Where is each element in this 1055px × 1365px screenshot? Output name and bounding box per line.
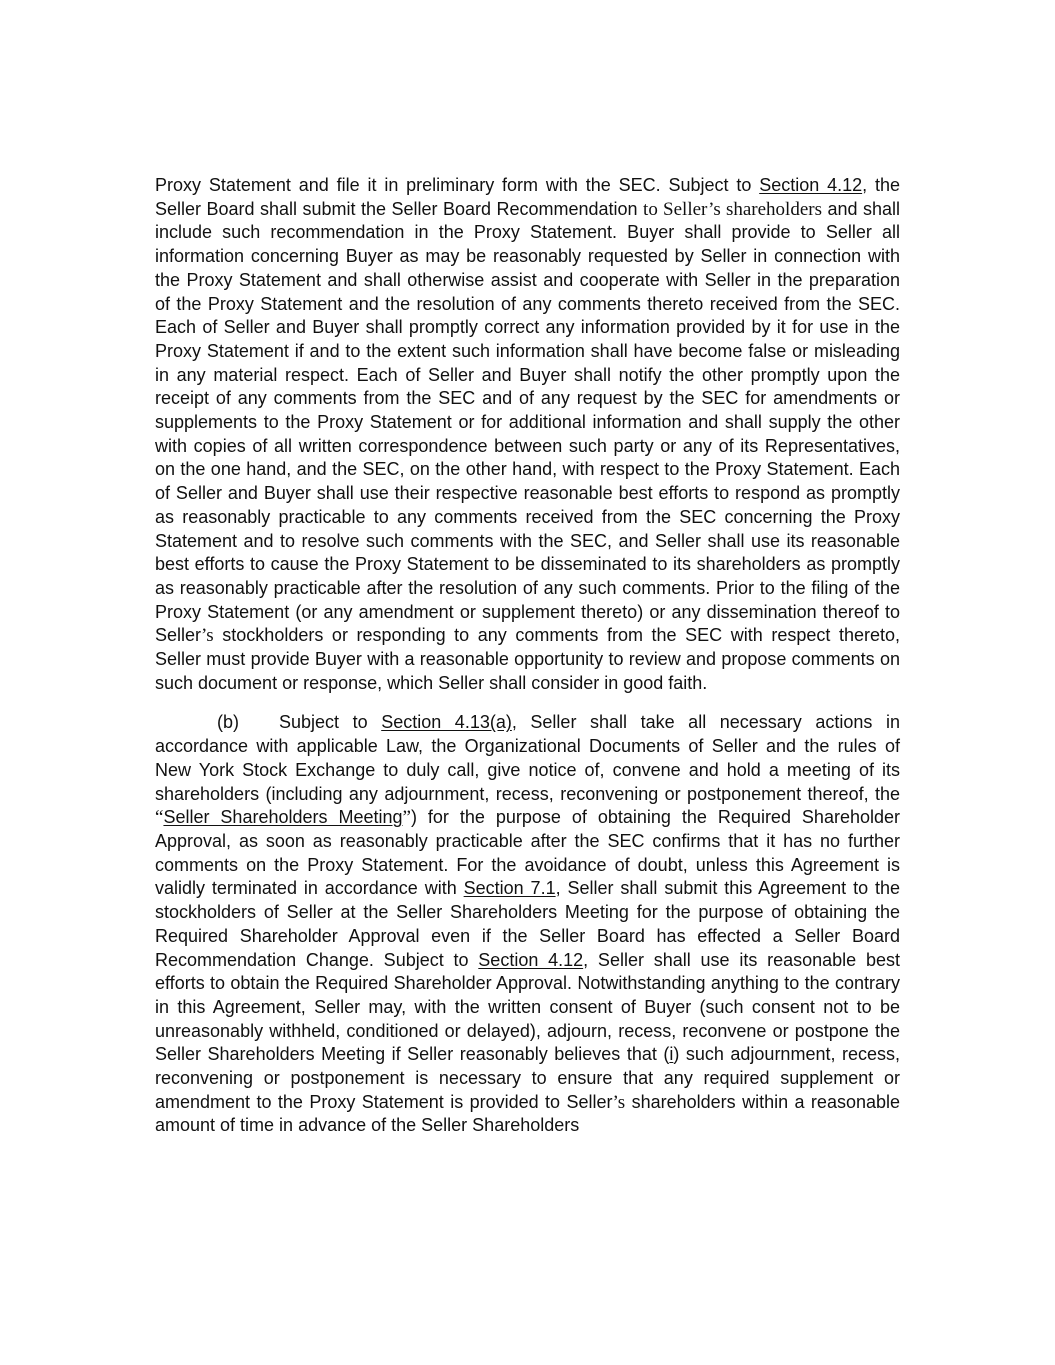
section-reference-link[interactable]: Section 4.12 [478,949,584,970]
text: Proxy Statement and file it in preliminary form with the SEC. Subject to [155,175,760,195]
item-marker: i [669,1044,674,1065]
paragraph-a [155,174,900,695]
defined-term: Seller Shareholders Meeting [163,807,403,828]
text: , the Seller Board shall submit the Seller Board Recommendation [155,175,900,219]
text: ’s [612,1091,626,1113]
paragraph-b [155,711,900,1138]
section-reference-link[interactable]: Section 4.12 [759,175,863,195]
text: , Seller shall submit this Agreement to the stockholders of Seller at the Seller Shareholders Meeting for the purpose of obtaining the Required Shareholder Approval even if the Seller Board has effected a Seller Board Recommendation Change. Subject to [155,878,901,970]
text: ) such adjournment, recess, reconvening or postponement is necessary to ensure that any required supplement or amendment to the Proxy Statement is provided to Seller [155,1044,900,1112]
document-body [155,174,900,1154]
text: and shall include such recommendation in the Proxy Statement. Buyer shall provide to Seller all information concerning Buyer as may be reasonably requested by Seller in connection with the Proxy Statement and shall otherwise assist and cooperate with Seller in the preparation of the Proxy Statement and the resolution of any comments thereto received from the SEC. Each of Seller and Buyer shall promptly correct any information provided by it for use in the Proxy Statement if and to the extent such information shall have become false or misleading in any material respect. Each of Seller and Buyer shall notify the other promptly upon the receipt of any comments from the SEC and of any request by the SEC for amendments or supplements to the Proxy Statement or for additional information and shall supply the other with copies of all written correspondence between such party or any of its Representatives, on the one hand, and the SEC, on the other hand, with respect to the Proxy Statement. Each of Seller and Buyer shall use their respective reasonable best efforts to respond as promptly as reasonably practicable to any comments received from the SEC concerning the Proxy Statement and to resolve such comments with the SEC, and Seller shall use its reasonable best efforts to cause the Proxy Statement to be disseminated to its shareholders as promptly as reasonably practicable after the resolution of any such comments. Prior to the filing of the Proxy Statement (or any amendment or supplement thereto) or any dissemination thereof to Seller [155,198,901,646]
text: shareholders within a reasonable amount of time in advance of the Seller Shareholders [155,1091,901,1136]
text: stockholders or responding to any comments from the SEC with respect thereto, Seller must provide Buyer with a reasonable opportunity to review and propose comments on such document or response, which Seller shall consider in good faith. [155,625,900,693]
text: , Seller shall use its reasonable best efforts to obtain the Required Shareholder Approval. Notwithstanding anything to the contrary in this Agreement, Seller may, with the written consent of Buyer (such consent not to be unreasonably withheld, conditioned or delayed), adjourn, recess, reconvene or postpone the Seller Shareholders Meeting if Seller reasonably believes that ( [155,949,900,1065]
quote-mark: ” [402,807,411,829]
text: ) for the purpose of obtaining the Required Shareholder Approval, as soon as reasonably practicable after the SEC confirms that it has no further comments on the Proxy Statement. For the avoidance of doubt, unless this Agreement is validly terminated in accordance with [155,807,900,899]
text: Subject to [279,712,382,733]
section-reference-link[interactable]: Section 7.1 [463,878,556,899]
paragraph-label: (b) [217,712,239,733]
text: to Seller’s shareholders [643,198,822,220]
text: , Seller shall take all necessary actions in accordance with applicable Law, the Organizational Documents of Seller and the rules of New York Stock Exchange to duly call, give notice of, convene and hold a meeting of its shareholders (including any adjournment, recess, reconvening or postponement thereof, the [155,712,900,804]
section-reference-link[interactable]: Section 4.13(a) [381,712,512,733]
text: ’s [201,625,214,647]
quote-mark: “ [155,807,164,829]
